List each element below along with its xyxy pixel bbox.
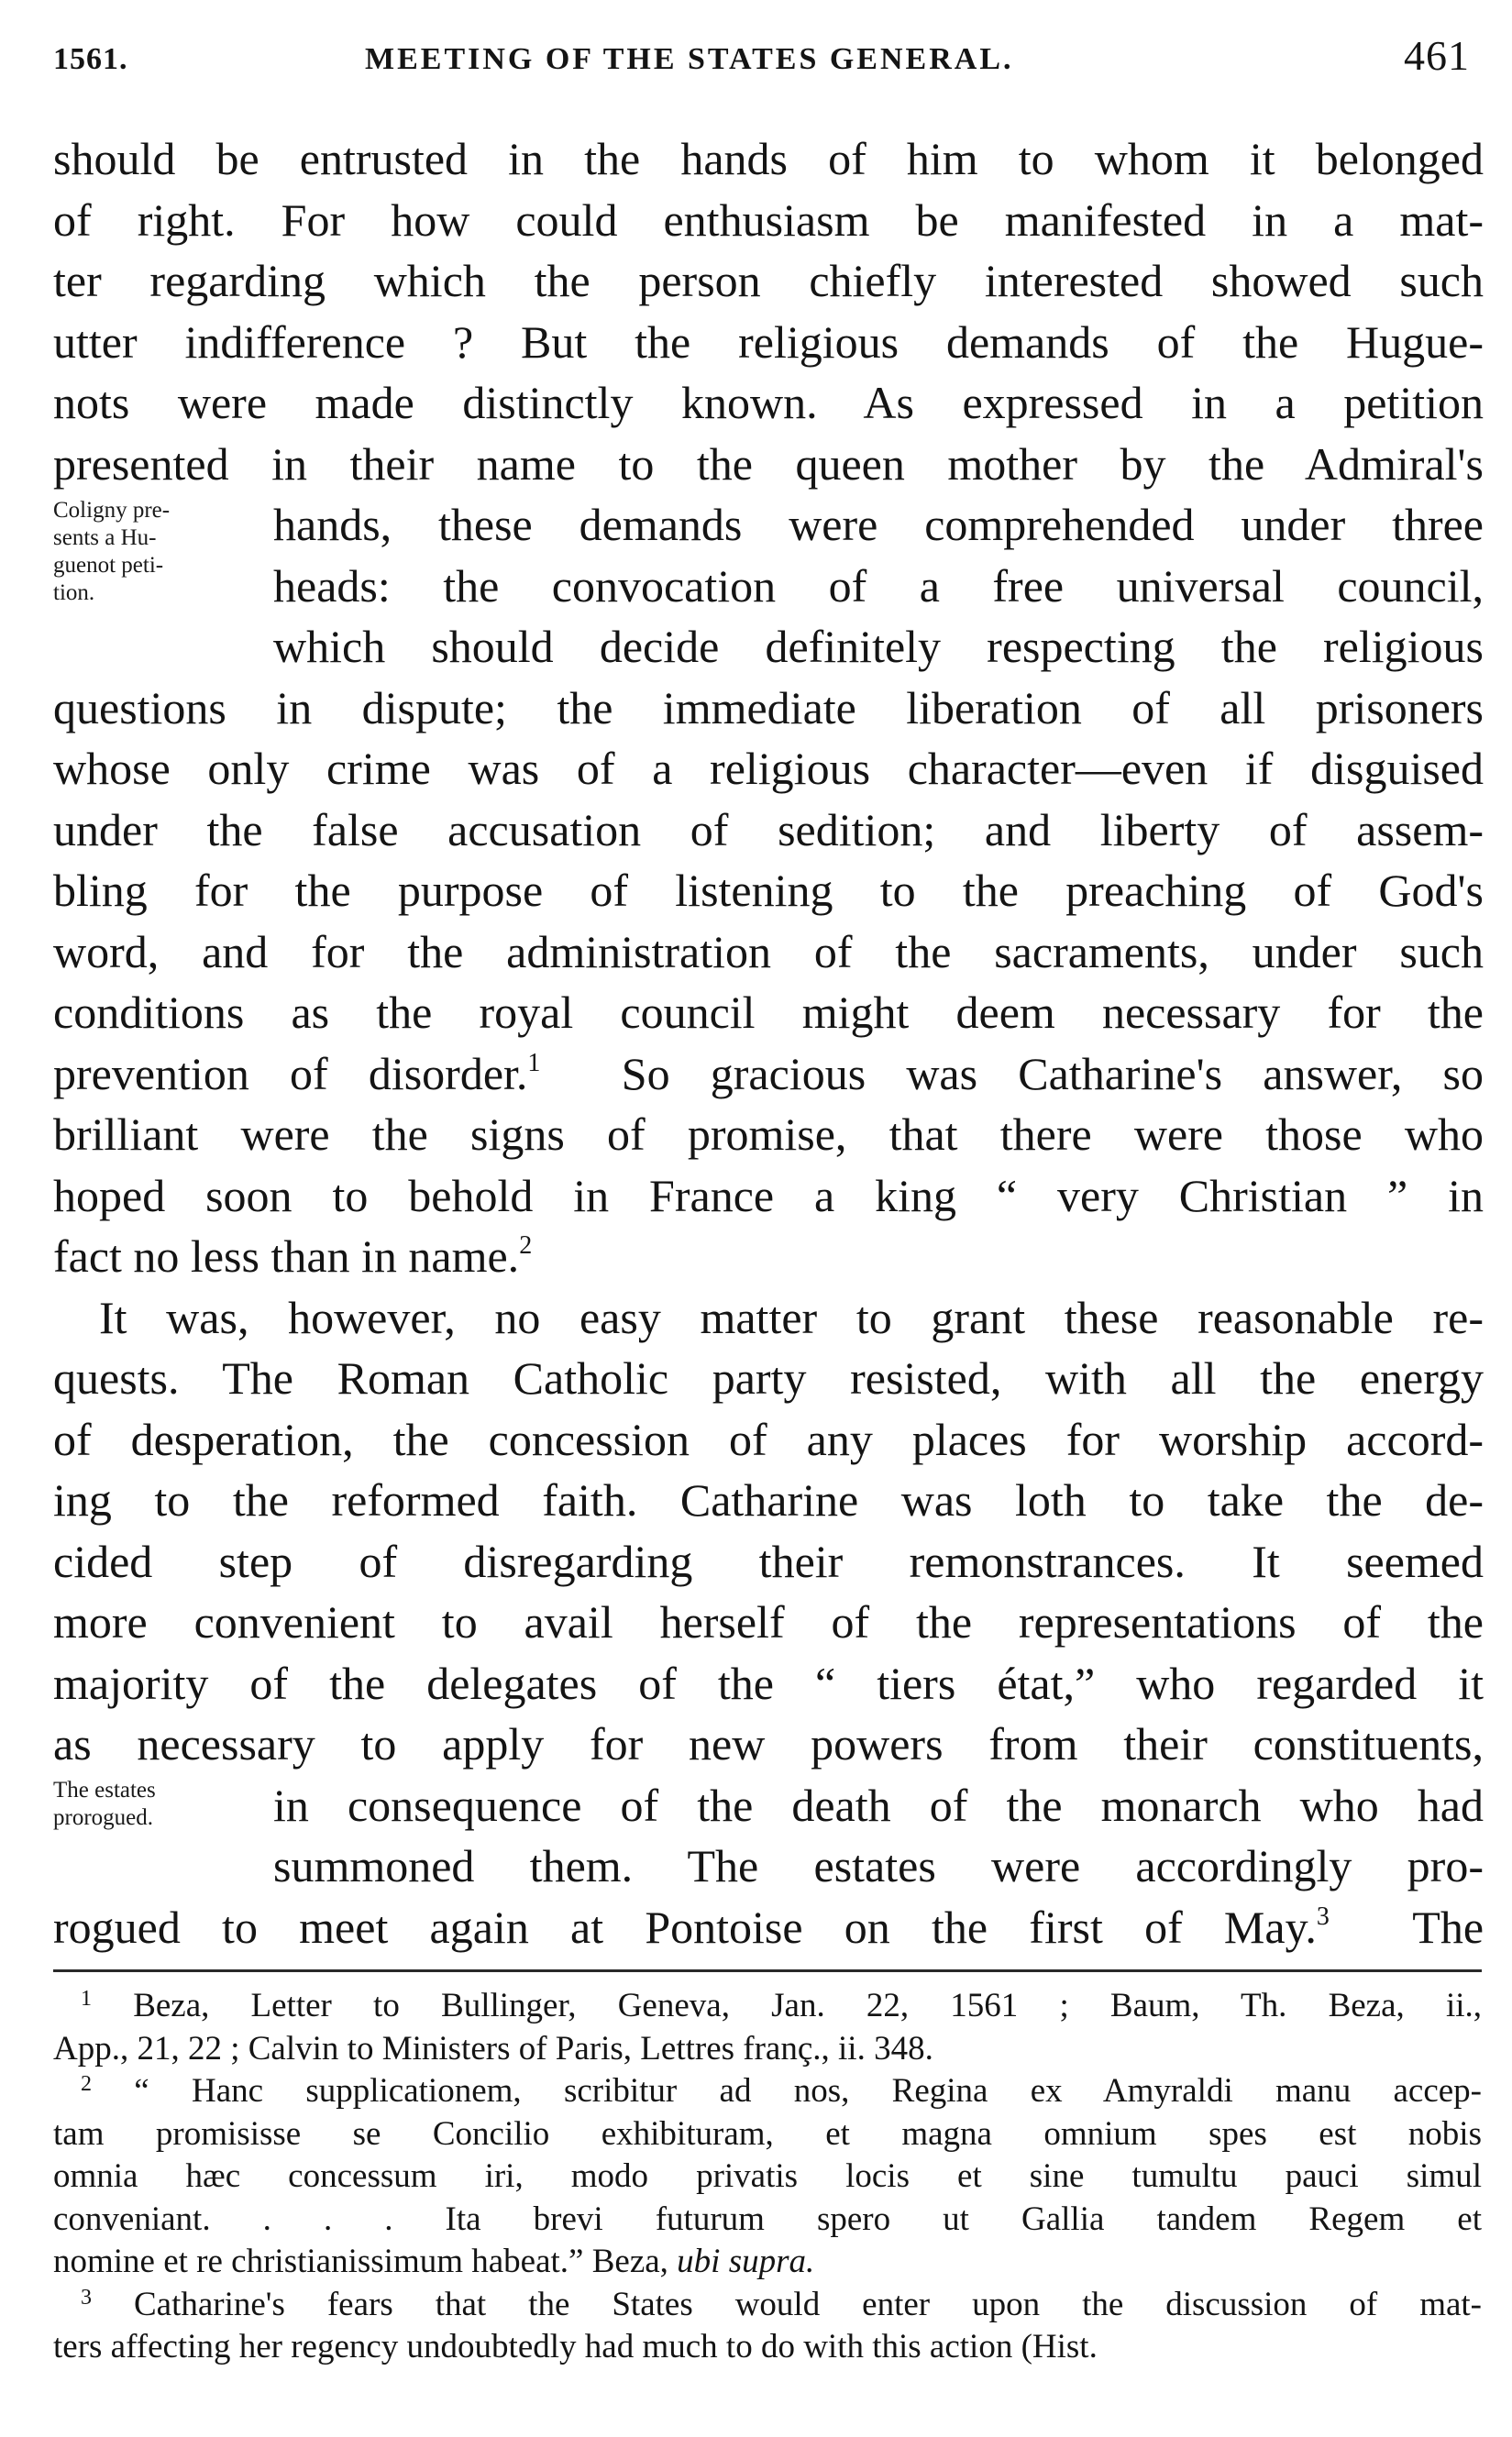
body-text-fragment: rogued to meet again at Pontoise on the first of May.	[53, 1901, 1317, 1953]
footnote-text: “ Hanc supplicationem, scribitur ad nos, Regina ex Amyraldi manu accep-	[134, 2072, 1483, 2110]
body-line: ter regarding which the person chiefly interested showed such	[53, 255, 1484, 306]
footnote-mark: 2	[81, 2072, 92, 2096]
body-line: under the false accusation of sedition; and liberty of assem-	[53, 803, 1484, 855]
body-line: questions in dispute; the immediate liberation of all prisoners	[53, 681, 1484, 733]
sidenote-line: Coligny pre-	[53, 498, 171, 523]
body-text-fragment: fact no less than in name.	[53, 1230, 520, 1282]
body-line: should be entrusted in the hands of him to whom it belonged	[53, 133, 1484, 184]
footnote-3-line	[53, 2284, 1482, 2327]
footnote-mark: 3	[81, 2285, 92, 2310]
footnote-1-line: App., 21, 22 ; Calvin to Ministers of Paris, Lettres franç., ii. 348.	[53, 2029, 933, 2068]
footnote-3-line: ters affecting her regency undoubtedly had much to do with this action (Hist.	[53, 2328, 1098, 2365]
body-line: word, and for the administration of the sacraments, under such	[53, 925, 1484, 977]
sidenote-line: prorogued.	[53, 1805, 153, 1830]
footnote-2-line: conveniant. . . . Ita brevi futurum spero ut Gallia tandem Regem et	[53, 2200, 1482, 2238]
body-line: summoned them. The estates were accordingly pro-	[273, 1840, 1484, 1891]
sidenote-prorogued	[53, 1777, 156, 1832]
footnote-text: Catharine's fears that the States would enter upon the discussion of mat-	[133, 2285, 1483, 2323]
body-line-with-note	[53, 1043, 1484, 1105]
body-line: in consequence of the death of the monarch who had	[273, 1779, 1484, 1831]
footnote-2-line: tam promisisse se Concilio exhibituram, et magna omnium spes est nobis	[53, 2114, 1482, 2153]
page-number: 461	[1404, 32, 1470, 79]
body-line: which should decide definitely respecting the religious	[273, 621, 1484, 672]
body-line: of desperation, the concession of any places for worship accord-	[53, 1413, 1484, 1465]
body-text	[53, 128, 1484, 1957]
header-year: 1561.	[53, 42, 128, 76]
body-line: bling for the purpose of listening to the preaching of God's	[53, 865, 1484, 916]
footnote-ref-3[interactable]: 3	[1316, 1902, 1330, 1931]
header-title: MEETING OF THE STATES GENERAL.	[365, 42, 1014, 76]
body-line: presented in their name to the queen mother by the Admiral's	[53, 437, 1484, 490]
footnote-2-line	[53, 2241, 1482, 2284]
body-line: whose only crime was of a religious character—even if disguised	[53, 743, 1484, 794]
body-line: brilliant were the signs of promise, that there were those who	[53, 1108, 1484, 1160]
body-line: heads: the convocation of a free universal council,	[273, 559, 1484, 612]
body-text-fragment: prevention of disorder.	[53, 1047, 528, 1099]
body-line: nots were made distinctly known. As expressed in a petition	[53, 377, 1484, 428]
footnotes	[53, 1985, 1482, 2369]
body-line: as necessary to apply for new powers from their constituents,	[53, 1718, 1484, 1770]
body-line: conditions as the royal council might deem necessary for the	[53, 987, 1484, 1038]
footnote-2-line	[53, 2070, 1482, 2113]
sidenote-coligny	[53, 497, 170, 607]
body-line: ing to the reformed faith. Catharine was loth to take the de-	[53, 1474, 1484, 1526]
body-line-with-note	[53, 1226, 1484, 1287]
footnote-ref-1[interactable]: 1	[527, 1048, 541, 1077]
footnote-1-line	[53, 1985, 1482, 2028]
running-head	[53, 28, 1475, 83]
body-line: cided step of disregarding their remonstrances. It seemed	[53, 1535, 1484, 1587]
body-line: majority of the delegates of the “ tiers état,” who regarded it	[53, 1657, 1484, 1709]
footnote-text: nomine et re christianissimum habeat.” Beza,	[53, 2243, 668, 2280]
body-line: of right. For how could enthusiasm be manifested in a mat-	[53, 193, 1484, 246]
sidenote-line: guenot peti-	[53, 553, 164, 578]
footnote-italic: ubi supra.	[677, 2243, 815, 2280]
body-line: It was, however, no easy matter to grant these reasonable re-	[99, 1291, 1484, 1343]
body-line: hands, these demands were comprehended under three	[273, 499, 1484, 550]
footnote-2-line: omnia hæc concessum iri, modo privatis locis et sine tumultu pauci simul	[53, 2157, 1482, 2195]
footnote-rule	[53, 1969, 1482, 1972]
body-text-fragment: So gracious was Catharine's answer, so	[621, 1047, 1484, 1099]
sidenote-line: tion.	[53, 580, 95, 605]
body-line: more convenient to avail herself of the representations of the	[53, 1596, 1484, 1648]
body-line: quests. The Roman Catholic party resisted, with all the energy	[53, 1352, 1484, 1404]
body-line-with-note	[53, 1897, 1484, 1958]
body-line: utter indifference ? But the religious demands of the Hugue-	[53, 315, 1484, 368]
footnote-mark: 1	[81, 1987, 92, 2011]
sidenote-line: sents a Hu-	[53, 525, 157, 550]
body-text-fragment: The	[1412, 1901, 1484, 1953]
body-line: hoped soon to behold in France a king “ very Christian ” in	[53, 1169, 1484, 1221]
footnote-ref-2[interactable]: 2	[519, 1231, 533, 1260]
sidenote-line: The estates	[53, 1778, 156, 1803]
footnote-text: Beza, Letter to Bullinger, Geneva, Jan. 22, 1561 ; Baum, Th. Beza, ii.,	[133, 1987, 1483, 2024]
